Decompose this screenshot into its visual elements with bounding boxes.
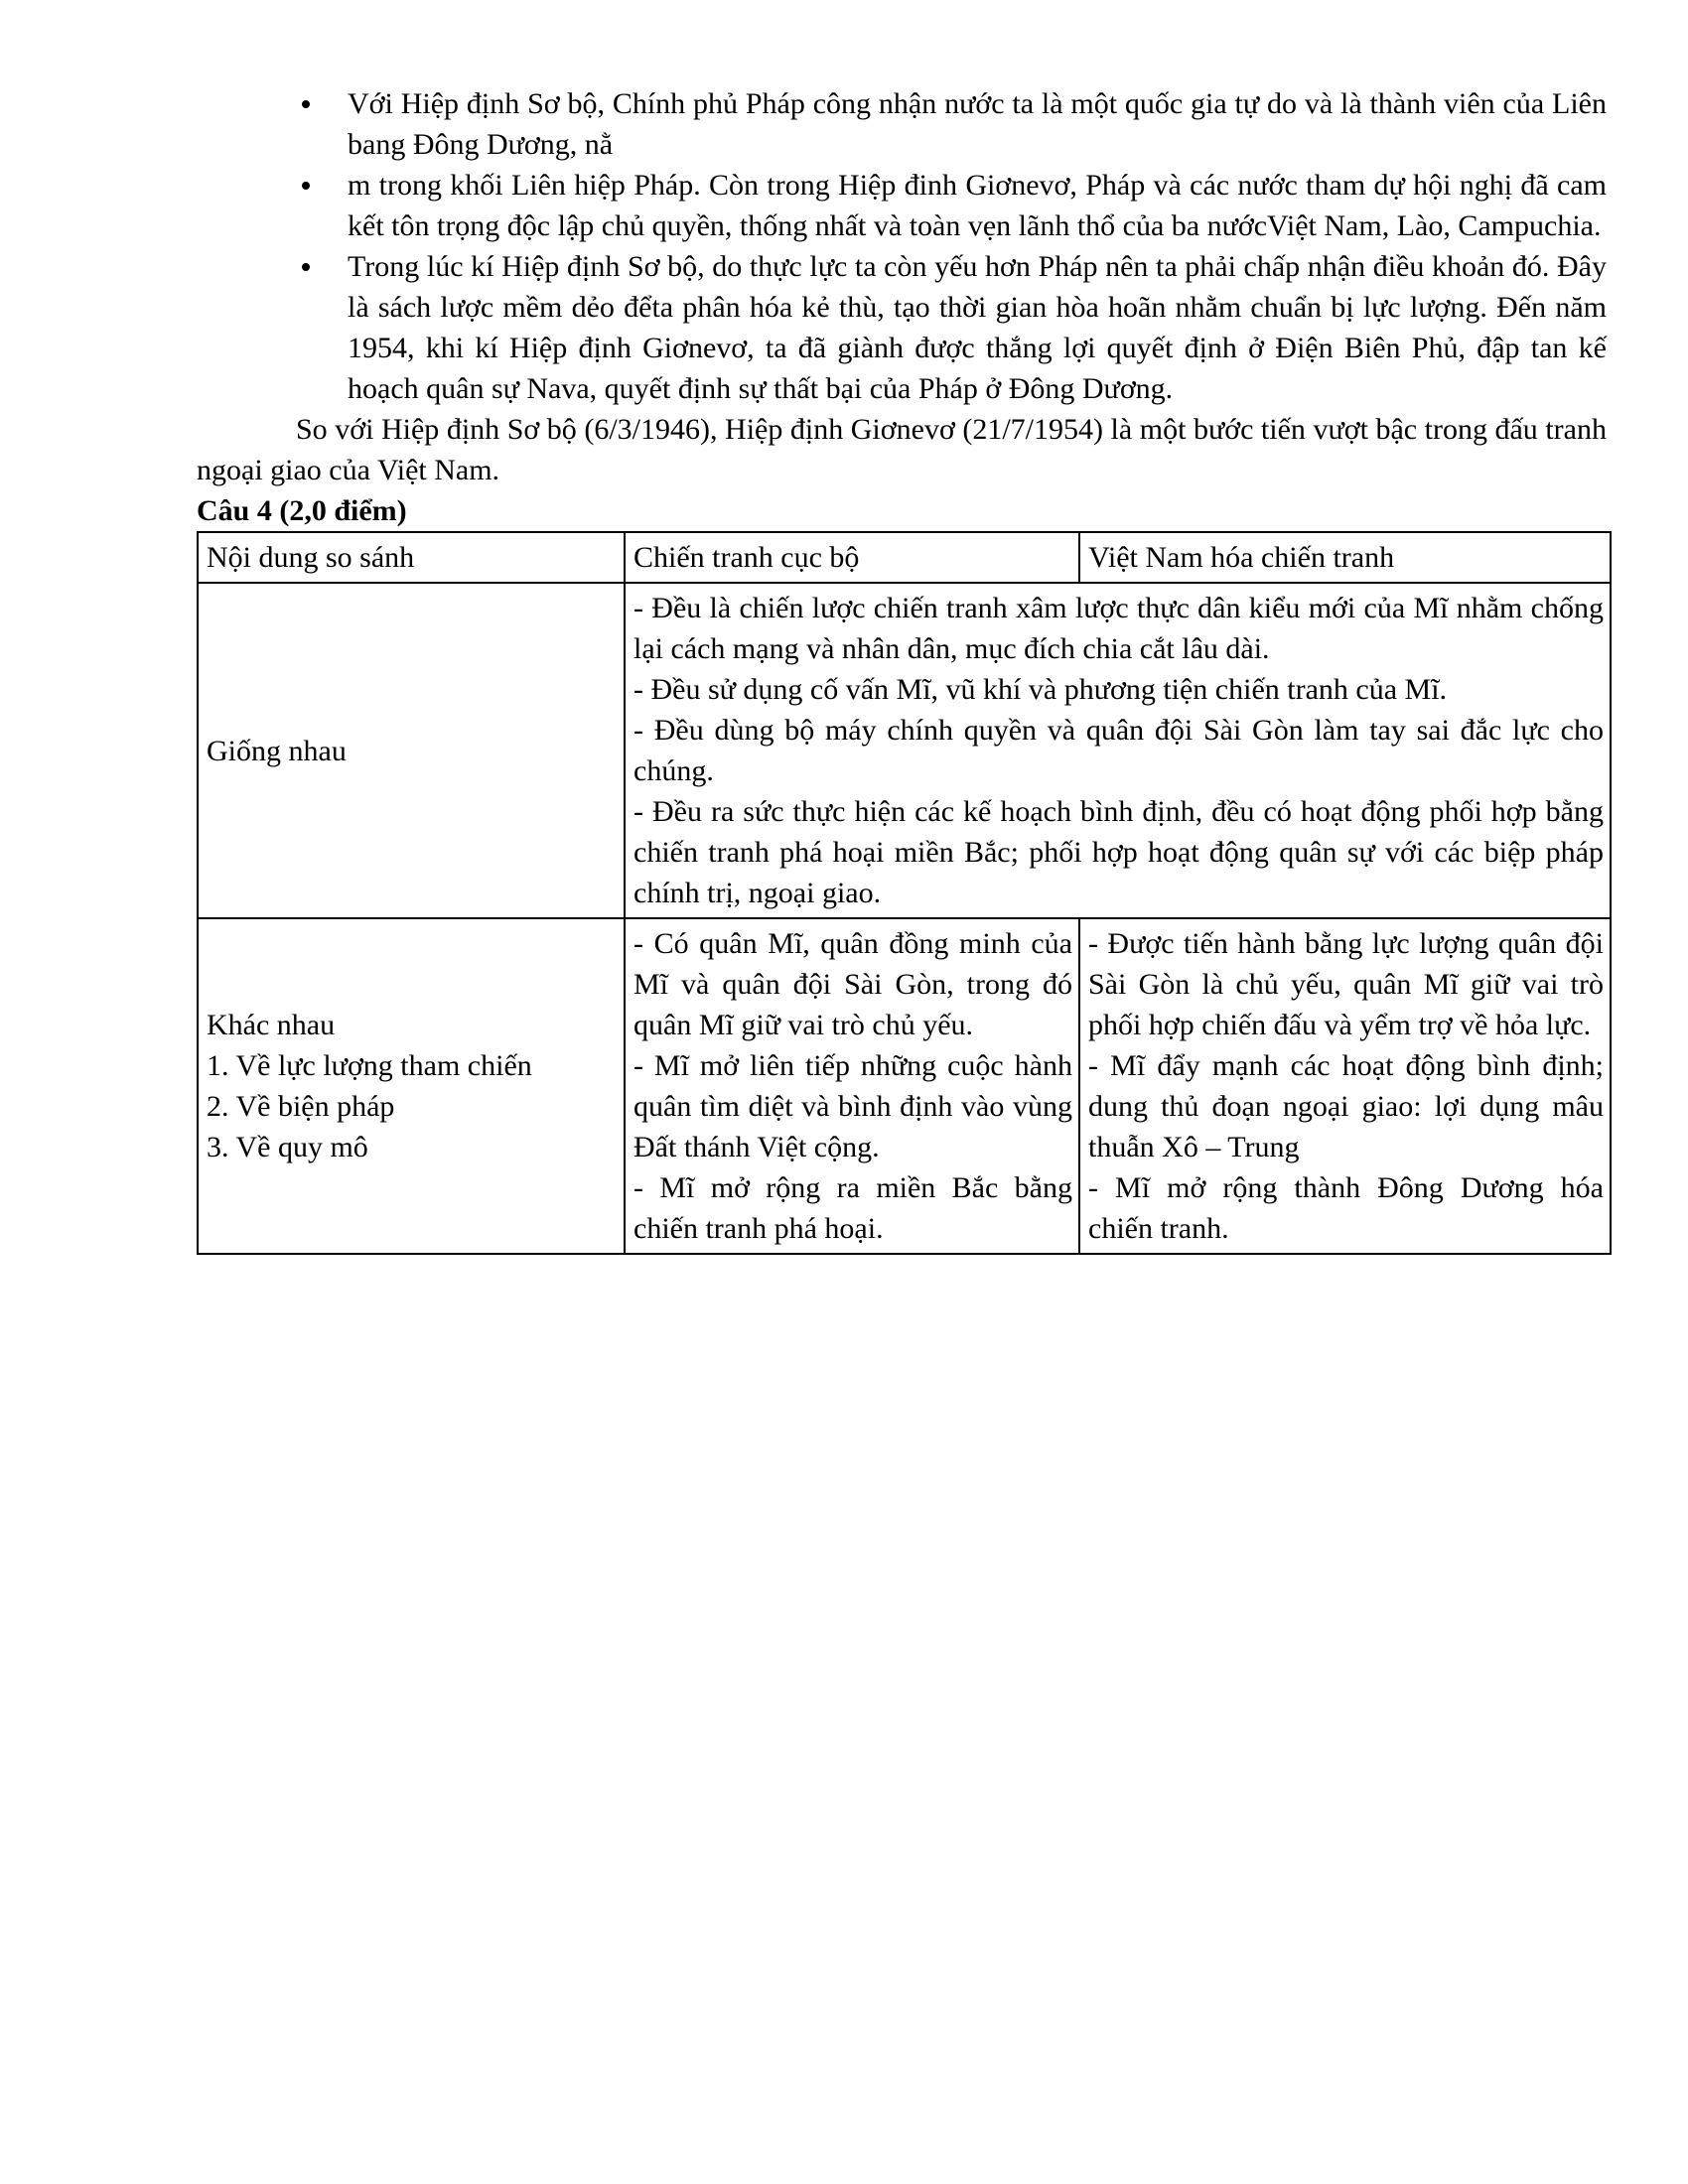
- local-war-line: - Mĩ mở liên tiếp những cuộc hành quân tìm diệt và bình định vào vùng Đất thánh Việt cộng.: [633, 1049, 1072, 1163]
- comparison-table: [197, 531, 1612, 1255]
- vietnamization-content: [1079, 918, 1611, 1254]
- bullet-dot-icon: [302, 263, 310, 271]
- bullet-text: Trong lúc kí Hiệp định Sơ bộ, do thực lực ta còn yếu hơn Pháp nên ta phải chấp nhận điều khoản đó. Đây là sách lược mềm dẻo đểta phân hóa kẻ thù, tạo thời gian hòa hoãn nhằm chuẩn bị lực lượng. Đến năm 1954, khi kí Hiệp định Giơnevơ, ta đã giành được thắng lợi quyết định ở Điện Biên Phủ, đập tan kế hoạch quân sự Nava, quyết định sự thất bại của Pháp ở Đông Dương.: [348, 250, 1607, 405]
- similar-label: Giống nhau: [198, 583, 625, 918]
- bullet-dot-icon: [302, 182, 310, 190]
- bullet-dot-icon: [302, 100, 310, 108]
- header-criteria: Nội dung so sánh: [198, 532, 625, 583]
- similar-line: - Đều dùng bộ máy chính quyền và quân đội Sài Gòn làm tay sai đắc lực cho chúng.: [633, 714, 1604, 787]
- similar-line: - Đều là chiến lược chiến tranh xâm lược thực dân kiểu mới của Mĩ nhằm chống lại cách mạng và nhân dân, mục đích chia cắt lâu dài.: [633, 592, 1604, 665]
- vietnamization-line: - Mĩ đẩy mạnh các hoạt động bình định; dung thủ đoạn ngoại giao: lợi dụng mâu thuẫn Xô – Trung: [1088, 1049, 1604, 1163]
- bullet-item: [197, 83, 1607, 165]
- local-war-line: - Mĩ mở rộng ra miền Bắc bằng chiến tranh phá hoại.: [633, 1171, 1072, 1245]
- table-row-different: [198, 918, 1611, 1254]
- different-label: [198, 918, 625, 1254]
- local-war-content: [625, 918, 1079, 1254]
- header-local-war: Chiến tranh cục bộ: [625, 532, 1079, 583]
- different-label-line: Khác nhau: [207, 1009, 336, 1041]
- different-label-line: 3. Về quy mô: [207, 1131, 368, 1163]
- local-war-line: - Có quân Mĩ, quân đồng minh của Mĩ và quân đội Sài Gòn, trong đó quân Mĩ giữ vai trò chủ yếu.: [633, 927, 1072, 1041]
- similar-line: - Đều ra sức thực hiện các kế hoạch bình định, đều có hoạt động phối hợp bằng chiến tranh phá hoại miền Bắc; phối hợp hoạt động quân sự với các biệp pháp chính trị, ngoại giao.: [633, 795, 1604, 909]
- bullet-text: m trong khối Liên hiệp Pháp. Còn trong Hiệp đinh Giơnevơ, Pháp và các nước tham dự hội nghị đã cam kết tôn trọng độc lập chủ quyền, thống nhất và toàn vẹn lãnh thổ của ba nướcViệt Nam, Lào, Campuchia.: [348, 169, 1607, 242]
- conclusion-paragraph: So với Hiệp định Sơ bộ (6/3/1946), Hiệp định Giơnevơ (21/7/1954) là một bước tiến vượt bậc trong đấu tranh ngoại giao của Việt Nam.: [197, 413, 1607, 486]
- bullet-item: [197, 246, 1607, 409]
- vietnamization-line: - Được tiến hành bằng lực lượng quân đội Sài Gòn là chủ yếu, quân Mĩ giữ vai trò phối hợp chiến đấu và yểm trợ về hỏa lực.: [1088, 927, 1604, 1041]
- different-label-line: 1. Về lực lượng tham chiến: [207, 1049, 532, 1082]
- table-row-similar: [198, 583, 1611, 918]
- similar-line: - Đều sử dụng cố vấn Mĩ, vũ khí và phương tiện chiến tranh của Mĩ.: [633, 673, 1448, 706]
- question-heading: Câu 4 (2,0 điểm): [197, 494, 407, 527]
- bullet-item: [197, 165, 1607, 246]
- similar-content: [625, 583, 1611, 918]
- bullet-text: Với Hiệp định Sơ bộ, Chính phủ Pháp công nhận nước ta là một quốc gia tự do và là thành viên của Liên bang Đông Dương, nằ: [348, 87, 1607, 161]
- table-header-row: [198, 532, 1611, 583]
- header-vietnamization: Việt Nam hóa chiến tranh: [1079, 532, 1611, 583]
- bullet-list: [197, 83, 1607, 409]
- vietnamization-line: - Mĩ mở rộng thành Đông Dương hóa chiến tranh.: [1088, 1171, 1604, 1245]
- document-page: [197, 83, 1607, 1255]
- different-label-line: 2. Về biện pháp: [207, 1090, 395, 1123]
